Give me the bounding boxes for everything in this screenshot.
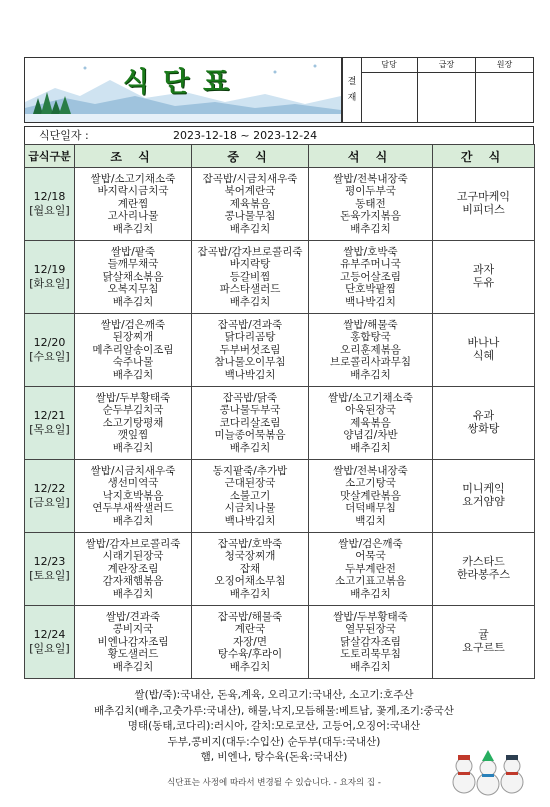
- breakfast-cell: [75, 387, 192, 460]
- menu-item: 고사리나물: [107, 210, 159, 223]
- table-row: [25, 460, 535, 533]
- lunch-cell: [192, 168, 309, 241]
- day-label: 12/18: [33, 190, 66, 203]
- menu-item: 소불고기: [229, 489, 271, 502]
- menu-item: 소고기탕국: [345, 477, 396, 490]
- menu-item: 닭살채소볶음: [102, 270, 164, 283]
- menu-item: 두유: [472, 276, 495, 289]
- lunch-cell: [192, 387, 309, 460]
- menu-item: 쌀밥/검은깨죽: [338, 537, 403, 550]
- menu-item: 잡곡밥/해물죽: [217, 610, 283, 623]
- lunch-cell: [192, 533, 309, 606]
- footer-note: 식단표는 사정에 따라서 변경될 수 있습니다. - 요자의 집 -: [167, 778, 381, 788]
- snack-cell: [433, 606, 535, 679]
- header-breakfast: 조 식: [75, 145, 192, 168]
- day-label: [월요일]: [29, 204, 70, 217]
- menu-item: 비피더스: [462, 203, 505, 216]
- approval-col-chief: 급장: [418, 58, 476, 122]
- menu-item: 등갈비찜: [229, 270, 271, 283]
- dinner-cell: [309, 168, 433, 241]
- lunch-cell: [192, 241, 309, 314]
- origin-line: 두부,콩비지(대두:수입산) 순두부(대두:국내산): [167, 735, 381, 748]
- menu-item: 쌀밥/감자브로콜리죽: [85, 537, 181, 550]
- menu-item: 근대된장국: [224, 477, 276, 490]
- menu-item: 쌍화탕: [467, 422, 500, 435]
- snack-cell: [433, 314, 535, 387]
- menu-item: 자장/면: [233, 635, 267, 648]
- menu-item: 순두부김치국: [102, 404, 164, 417]
- table-row: [25, 387, 535, 460]
- lunch-cell: [192, 460, 309, 533]
- day-label: [일요일]: [29, 642, 70, 655]
- menu-item: 배추김치: [229, 295, 271, 308]
- menu-item: 배추김치: [350, 587, 391, 600]
- menu-item: 잡곡밥/호박죽: [217, 537, 283, 550]
- menu-item: 배추김치: [112, 368, 154, 381]
- menu-item: 계란찜: [117, 197, 149, 210]
- table-row: [25, 314, 535, 387]
- menu-item: 과자: [472, 263, 495, 277]
- table-row: [25, 168, 535, 241]
- day-label: 12/21: [33, 409, 66, 422]
- menu-item: 백나박김치: [224, 368, 276, 381]
- header-category: 급식구분: [25, 145, 75, 168]
- day-cell: [25, 533, 75, 606]
- dinner-cell: [309, 241, 433, 314]
- breakfast-cell: [75, 460, 192, 533]
- menu-item: 배추김치: [112, 222, 154, 235]
- menu-item: 귤: [478, 628, 489, 642]
- menu-item: 메추리알송이조림: [92, 343, 174, 356]
- header-dinner: 석 식: [309, 145, 433, 168]
- header-lunch: 중 식: [192, 145, 309, 168]
- menu-item: 쌀밥/검은깨죽: [100, 318, 166, 331]
- menu-item: 열무된장국: [345, 623, 396, 636]
- menu-item: 어묵국: [355, 550, 386, 563]
- day-cell: [25, 168, 75, 241]
- menu-item: 쌀밥/시금치새우죽: [90, 464, 176, 477]
- menu-item: 콩나물두부국: [219, 404, 281, 417]
- menu-item: 쌀밥/소고기채소죽: [328, 391, 413, 404]
- menu-item: 쌀밥/두부황태죽: [333, 610, 408, 623]
- menu-item: 황도샐러드: [107, 648, 159, 661]
- approval-col-manager: 담당: [361, 58, 418, 122]
- snack-cell: [433, 168, 535, 241]
- menu-item: 생선미역국: [107, 477, 159, 490]
- menu-item: 홍합탕국: [350, 331, 391, 344]
- menu-item: 오리훈제볶음: [340, 343, 401, 356]
- snack-cell: [433, 387, 535, 460]
- menu-item: 맛살계란볶음: [340, 489, 401, 502]
- day-cell: [25, 606, 75, 679]
- menu-item: 고구마케익: [456, 190, 511, 204]
- menu-item: 두부계란전: [345, 562, 396, 575]
- menu-item: 파스타샐러드: [219, 283, 281, 296]
- dinner-cell: [309, 606, 433, 679]
- menu-item: 쌀밥/견과죽: [105, 610, 161, 623]
- day-cell: [25, 314, 75, 387]
- menu-item: 유과: [472, 409, 495, 423]
- period-value: 2023-12-18 ~ 2023-12-24: [173, 129, 318, 142]
- menu-item: 미니케익: [462, 482, 505, 496]
- menu-item: 닭다리곰탕: [224, 331, 276, 344]
- day-label: [금요일]: [29, 496, 70, 509]
- page-title: 식단표: [122, 67, 244, 98]
- origin-line: 쌀(밥/죽):국내산, 돈육,계육, 오리고기:국내산, 소고기:호주산: [134, 689, 414, 701]
- day-label: 12/22: [33, 482, 66, 495]
- menu-item: 된장찌개: [112, 331, 154, 344]
- menu-item: 배추김치: [350, 368, 391, 381]
- breakfast-cell: [75, 168, 192, 241]
- menu-item: 콩비지국: [112, 623, 154, 636]
- menu-item: 아욱된장국: [345, 404, 396, 417]
- menu-item: 배추김치: [112, 514, 154, 527]
- dinner-cell: [309, 460, 433, 533]
- approval-col-director: 원장: [476, 58, 533, 122]
- menu-item: 요거얌얌: [462, 495, 505, 508]
- menu-item: 연두부새싹샐러드: [92, 502, 174, 515]
- menu-item: 평이두부국: [345, 185, 396, 198]
- menu-item: 배추김치: [350, 222, 391, 235]
- snack-cell: [433, 533, 535, 606]
- table-row: [25, 533, 535, 606]
- menu-item: 시래기된장국: [102, 550, 164, 563]
- menu-item: 유부주머니국: [340, 258, 401, 271]
- day-label: 12/24: [33, 628, 66, 641]
- menu-item: 오복지무침: [107, 283, 159, 296]
- menu-item: 숙주나물: [112, 356, 154, 369]
- menu-item: 감자채햄볶음: [102, 575, 164, 588]
- menu-item: 제육볶음: [229, 197, 271, 210]
- menu-item: 백나박김치: [345, 295, 396, 308]
- menu-item: 계란장조림: [107, 562, 159, 575]
- menu-item: 백김치: [355, 514, 386, 527]
- breakfast-cell: [75, 533, 192, 606]
- menu-item: 한라봉주스: [456, 568, 511, 581]
- dinner-cell: [309, 533, 433, 606]
- menu-item: 브로콜리사과무침: [329, 356, 412, 369]
- period-row: [24, 126, 534, 146]
- menu-item: 고등어살조림: [340, 270, 401, 283]
- menu-item: 요구르트: [462, 641, 505, 654]
- lunch-cell: [192, 314, 309, 387]
- menu-item: 북어계란국: [224, 185, 276, 198]
- day-label: 12/23: [33, 555, 66, 568]
- menu-item: 잡곡밥/감자브로콜리죽: [197, 245, 303, 258]
- dinner-cell: [309, 314, 433, 387]
- menu-item: 쌀밥/소고기채소죽: [90, 172, 176, 185]
- menu-item: 배추김치: [229, 660, 271, 673]
- menu-item: 도토리묵무침: [340, 648, 401, 661]
- menu-item: 계란국: [234, 623, 266, 636]
- menu-item: 잡채: [239, 562, 261, 575]
- day-cell: [25, 387, 75, 460]
- menu-item: 돈육가지볶음: [340, 210, 401, 223]
- table-row: [25, 606, 535, 679]
- menu-item: 양념김/차반: [343, 429, 398, 442]
- menu-item: 코다리살조림: [219, 416, 281, 429]
- menu-item: 제육볶음: [350, 416, 391, 429]
- day-label: 12/19: [33, 263, 66, 276]
- menu-item: 배추김치: [229, 587, 271, 600]
- menu-item: 쌀밥/호박죽: [343, 245, 398, 258]
- origin-line: 햄, 비엔나, 탕수육(돈육:국내산): [200, 751, 348, 763]
- origin-line: 명태(동태,코다리):러시아, 갈치:모로코산, 고등어,오징어:국내산: [127, 720, 421, 732]
- day-label: [수요일]: [29, 350, 70, 363]
- menu-item: 카스타드: [462, 555, 505, 569]
- menu-item: 닭살감자조림: [340, 635, 401, 648]
- menu-item: 잡곡밥/시금치새우죽: [202, 172, 298, 185]
- menu-item: 배추김치: [350, 660, 391, 673]
- snack-cell: [433, 460, 535, 533]
- menu-item: 배추김치: [112, 587, 154, 600]
- menu-item: 식혜: [472, 349, 495, 362]
- menu-item: 단호박팥찜: [345, 283, 396, 296]
- menu-item: 시금치나물: [224, 502, 276, 515]
- menu-item: 깻잎찜: [117, 429, 149, 442]
- breakfast-cell: [75, 314, 192, 387]
- menu-item: 오징어채소무침: [214, 575, 286, 588]
- menu-table: [24, 144, 535, 679]
- day-label: 12/20: [33, 336, 66, 349]
- breakfast-cell: [75, 606, 192, 679]
- day-label: [화요일]: [29, 277, 70, 290]
- menu-item: 쌀밥/전복내장죽: [333, 464, 408, 477]
- menu-item: 청국장찌개: [224, 550, 276, 563]
- table-header-row: [25, 145, 535, 168]
- menu-item: 동지팥죽/추가밥: [212, 464, 288, 477]
- menu-item: 두부버섯조림: [219, 343, 281, 356]
- menu-item: 낙지호박볶음: [102, 489, 164, 502]
- menu-item: 배추김치: [229, 441, 271, 454]
- menu-item: 잡곡밥/견과죽: [217, 318, 283, 331]
- menu-item: 소고기표고볶음: [334, 575, 406, 588]
- menu-item: 바지락탕: [229, 258, 271, 271]
- snack-cell: [433, 241, 535, 314]
- menu-item: 쌀밥/전복내장죽: [333, 172, 408, 185]
- header-snack: 간 식: [433, 145, 535, 168]
- menu-item: 배추김치: [112, 660, 154, 673]
- menu-item: 탕수육/후라이: [217, 648, 283, 661]
- approval-box: [342, 57, 534, 123]
- menu-item: 잡곡밥/닭죽: [222, 391, 278, 404]
- menu-item: 쌀밥/해물죽: [343, 318, 398, 331]
- snowman-illustration: [448, 742, 528, 800]
- title-banner: [24, 57, 342, 123]
- menu-item: 배추김치: [350, 441, 391, 454]
- origin-line: 배추김치(배추,고춧가루:국내산), 해물,낙지,모듬해물:베트남, 꽃게,조기:중국산: [94, 704, 454, 717]
- menu-item: 소고기탕평채: [102, 416, 164, 429]
- menu-item: 참나물오이무침: [214, 356, 286, 369]
- menu-item: 쌀밥/두부황태죽: [95, 391, 171, 404]
- menu-item: 비엔나감자조림: [97, 635, 169, 648]
- menu-item: 바나나: [467, 336, 500, 350]
- period-label: 식단일자 :: [39, 129, 89, 142]
- approval-side-label: 결 재: [343, 58, 362, 122]
- menu-item: 바지락시금치국: [97, 185, 169, 198]
- menu-item: 배추김치: [112, 441, 154, 454]
- menu-item: 콩나물무침: [224, 210, 276, 223]
- day-label: [목요일]: [29, 423, 70, 436]
- lunch-cell: [192, 606, 309, 679]
- menu-item: 배추김치: [229, 222, 271, 235]
- breakfast-cell: [75, 241, 192, 314]
- menu-item: 백나박김치: [224, 514, 276, 527]
- menu-item: 들깨무채국: [107, 258, 159, 271]
- menu-item: 배추김치: [112, 295, 154, 308]
- day-cell: [25, 460, 75, 533]
- day-cell: [25, 241, 75, 314]
- day-label: [토요일]: [29, 569, 70, 582]
- menu-item: 동태전: [355, 197, 386, 210]
- menu-item: 더덕배무침: [345, 502, 396, 515]
- dinner-cell: [309, 387, 433, 460]
- table-row: [25, 241, 535, 314]
- menu-item: 쌀밥/팥죽: [110, 245, 156, 258]
- menu-item: 미늘종어묵볶음: [214, 429, 286, 442]
